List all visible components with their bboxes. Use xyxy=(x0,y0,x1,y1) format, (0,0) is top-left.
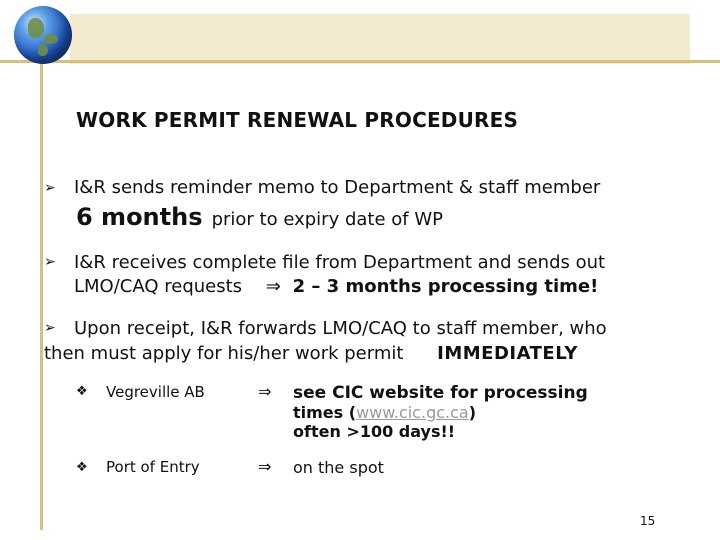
arrowhead-bullet-icon: ➢ xyxy=(44,320,56,336)
bullet-1-line1: I&R sends reminder memo to Department & staff member xyxy=(74,177,601,198)
diamond-star-bullet-icon: ❖ xyxy=(76,460,88,475)
arrowhead-bullet-icon: ➢ xyxy=(44,180,56,196)
arrowhead-bullet-icon: ➢ xyxy=(44,254,56,270)
sub-item-1-label: Vegreville AB xyxy=(106,383,205,401)
sub-item-1-line3: often >100 days!! xyxy=(293,422,456,441)
bullet-3-text: then must apply for his/her work permit xyxy=(44,343,404,364)
bullet-1-highlight: 6 months xyxy=(76,203,203,231)
sub-item-1-line2 xyxy=(293,403,476,422)
page-number: 15 xyxy=(640,514,656,528)
cic-website-link[interactable]: www.cic.gc.ca xyxy=(356,403,469,422)
bullet-2-line1: I&R receives complete file from Department and sends out xyxy=(74,252,606,273)
bullet-3-immediately: IMMEDIATELY xyxy=(437,343,578,364)
sub-item-1-times: times ( xyxy=(293,403,357,422)
globe-icon xyxy=(14,6,72,64)
bullet-3-line1: Upon receipt, I&R forwards LMO/CAQ to staff member, who xyxy=(74,318,607,339)
implies-arrow-icon: ⇒ xyxy=(258,457,272,476)
bullet-2-line2 xyxy=(74,276,598,297)
sub-item-1-line1: see CIC website for processing xyxy=(293,383,588,403)
bullet-2-bold: 2 – 3 months processing time! xyxy=(292,276,599,297)
sub-item-1-paren: ) xyxy=(468,403,477,422)
left-rule xyxy=(40,60,43,530)
implies-arrow-icon: ⇒ xyxy=(265,276,281,297)
bullet-1-line2 xyxy=(76,203,443,231)
bullet-3-line2 xyxy=(44,343,578,364)
diamond-star-bullet-icon: ❖ xyxy=(76,384,88,399)
bullet-1-rest: prior to expiry date of WP xyxy=(211,209,443,230)
implies-arrow-icon: ⇒ xyxy=(258,382,272,401)
bullet-2-prefix: LMO/CAQ requests xyxy=(74,276,243,297)
header-band xyxy=(70,14,690,64)
sub-item-2-label: Port of Entry xyxy=(106,458,200,476)
slide-title: WORK PERMIT RENEWAL PROCEDURES xyxy=(76,108,519,132)
header-rule xyxy=(0,60,720,63)
sub-item-2-line1: on the spot xyxy=(293,458,384,477)
